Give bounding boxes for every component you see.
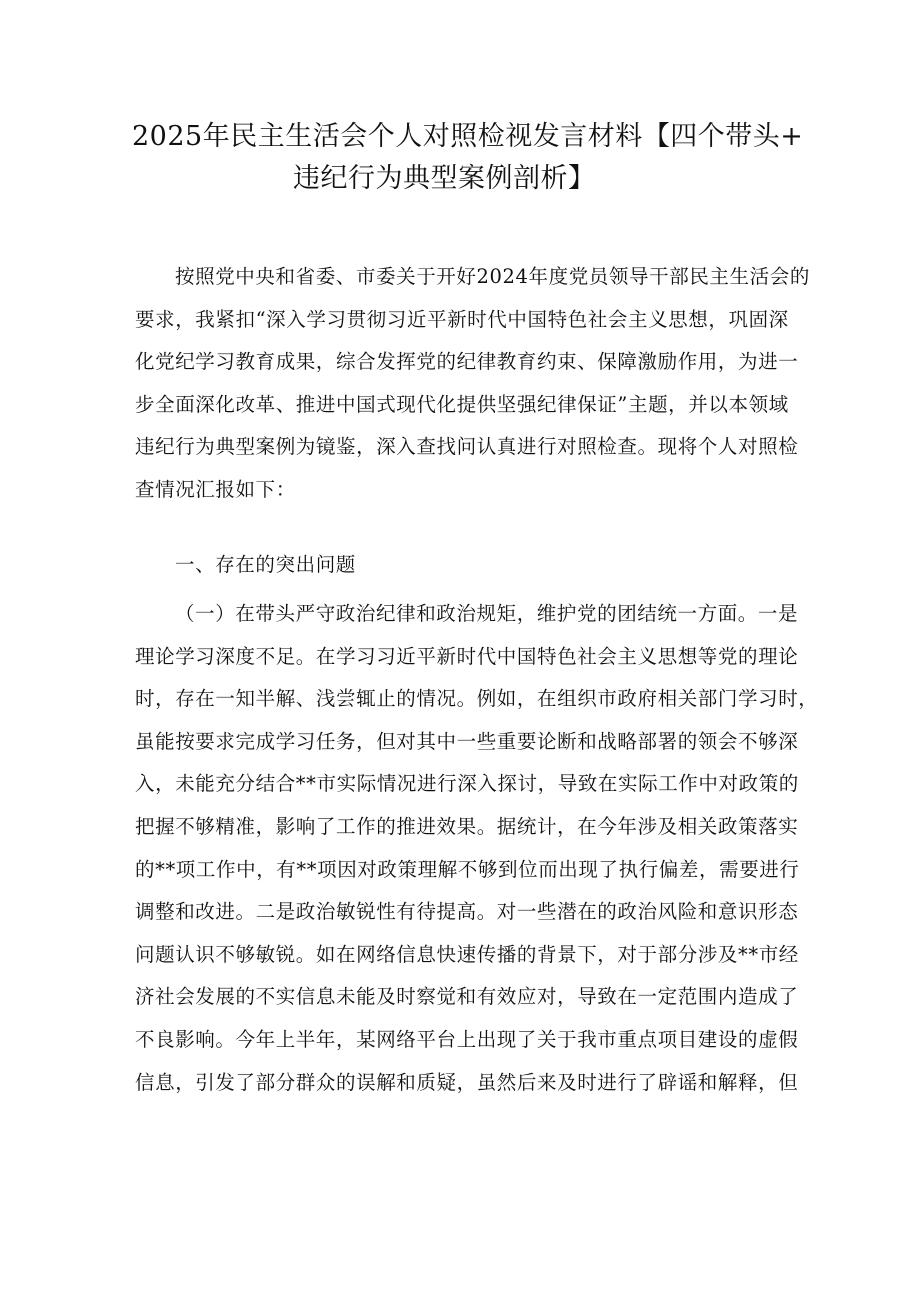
paragraph-line: 要求，我紧扣“深入学习贯彻习近平新时代中国特色社会主义思想，巩固深: [135, 307, 789, 331]
paragraph-line: 不良影响。今年上半年，某网络平台上出现了关于我市重点项目建设的虚假: [135, 1027, 799, 1051]
paragraph-line: 虽能按要求完成学习任务，但对其中一些重要论断和战略部署的领会不够深: [135, 729, 799, 753]
document-title: [132, 116, 804, 200]
paragraph-line: 入，未能充分结合**市实际情况进行深入探讨，导致在实际工作中对政策的: [135, 772, 799, 796]
paragraph-line: 调整和改进。二是政治敏锐性有待提高。对一些潜在的政治风险和意识形态: [135, 900, 799, 924]
paragraph-line: 按照党中央和省委、市委关于开好2024年度党员领导干部民主生活会的: [175, 265, 810, 288]
paragraph-line: 把握不够精准，影响了工作的推进效果。据统计，在今年涉及相关政策落实: [135, 814, 799, 838]
issue-paragraph: [135, 593, 819, 1104]
section-heading-text: 一、存在的突出问题: [175, 553, 356, 576]
section-heading: [135, 544, 795, 587]
paragraph-line: 信息，引发了部分群众的误解和质疑，虽然后来及时进行了辟谣和解释，但: [135, 1070, 799, 1094]
paragraph-line: 问题认识不够敏锐。如在网络信息快速传播的背景下，对于部分涉及**市经: [135, 942, 799, 966]
title-line-1: 2025年民主生活会个人对照检视发言材料【四个带头+: [132, 121, 804, 152]
paragraph-line: 济社会发展的不实信息未能及时察觉和有效应对，导致在一定范围内造成了: [135, 985, 799, 1009]
paragraph-line: 理论学习深度不足。在学习习近平新时代中国特色社会主义思想等党的理论: [135, 644, 799, 668]
paragraph-line: 的**项工作中，有**项因对政策理解不够到位而出现了执行偏差，需要进行: [135, 857, 800, 881]
paragraph-line: 化党纪学习教育成果，综合发挥党的纪律教育约束、保障激励作用，为进一: [135, 350, 799, 374]
title-line-2: 违纪行为典型案例剖析】: [293, 163, 596, 194]
paragraph-line: 违纪行为典型案例为镜鉴，深入查找问认真进行对照检查。现将个人对照检: [135, 435, 799, 459]
paragraph-line: 时，存在一知半解、浅尝辄止的情况。例如，在组织市政府相关部门学习时，: [135, 687, 819, 711]
paragraph-line: 查情况汇报如下：: [135, 477, 296, 501]
paragraph-line: （一）在带头严守政治纪律和政治规矩，维护党的团结统一方面。一是: [175, 602, 799, 625]
intro-paragraph: [135, 256, 810, 512]
paragraph-line: 步全面深化改革、推进中国式现代化提供坚强纪律保证”主题，并以本领域: [135, 392, 789, 416]
